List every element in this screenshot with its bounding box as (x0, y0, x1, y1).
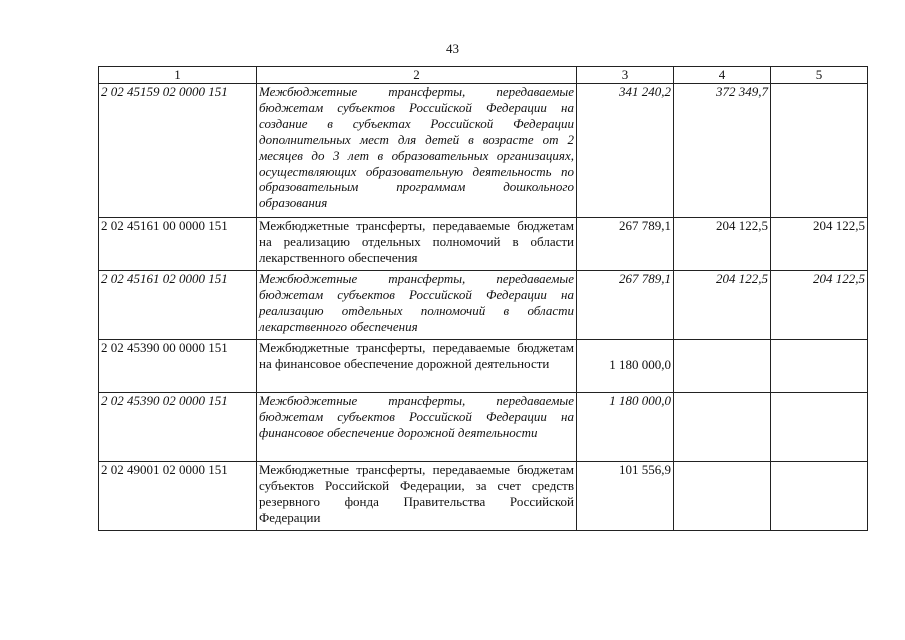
table-row (99, 462, 868, 531)
row-code: 2 02 45390 00 0000 151 (99, 340, 257, 393)
row-value-col4 (674, 462, 771, 531)
row-code: 2 02 49001 02 0000 151 (99, 462, 257, 531)
budget-table (98, 66, 868, 531)
row-value-col4: 372 349,7 (674, 84, 771, 218)
row-name: Межбюджетные трансферты, передаваемые бюджетам на финансовое обеспечение дорожной деятельности (257, 340, 577, 393)
row-name: Межбюджетные трансферты, передаваемые бюджетам на реализацию отдельных полномочий в области лекарственного обеспечения (257, 218, 577, 271)
row-code: 2 02 45390 02 0000 151 (99, 393, 257, 462)
table-row (99, 340, 868, 393)
row-value-col5 (771, 393, 868, 462)
column-header-3: 3 (577, 67, 674, 84)
row-value-col3: 267 789,1 (577, 218, 674, 271)
row-name: Межбюджетные трансферты, передаваемые бюджетам субъектов Российской Федерации на реализацию отдельных полномочий в области лекарственного обеспечения (257, 271, 577, 340)
row-code: 2 02 45159 02 0000 151 (99, 84, 257, 218)
column-header-4: 4 (674, 67, 771, 84)
row-name: Межбюджетные трансферты, передаваемые бюджетам субъектов Российской Федерации, за счет средств резервного фонда Правительства Российской Федерации (257, 462, 577, 531)
row-value-col3: 267 789,1 (577, 271, 674, 340)
row-value-col3: 1 180 000,0 (577, 393, 674, 462)
row-value-col5 (771, 340, 868, 393)
row-value-col3: 341 240,2 (577, 84, 674, 218)
row-name: Межбюджетные трансферты, передаваемые бюджетам субъектов Российской Федерации на финансовое обеспечение дорожной деятельности (257, 393, 577, 462)
table-row (99, 393, 868, 462)
row-value-col5 (771, 462, 868, 531)
row-value-col5: 204 122,5 (771, 271, 868, 340)
row-value-col4 (674, 340, 771, 393)
page-number: 43 (446, 41, 459, 56)
header-row (99, 67, 868, 84)
row-code: 2 02 45161 02 0000 151 (99, 271, 257, 340)
row-value-col3: 1 180 000,0 (577, 340, 674, 393)
row-value-col5 (771, 84, 868, 218)
column-header-1: 1 (99, 67, 257, 84)
row-value-col4: 204 122,5 (674, 218, 771, 271)
table-row (99, 84, 868, 218)
row-code: 2 02 45161 00 0000 151 (99, 218, 257, 271)
row-value-col5: 204 122,5 (771, 218, 868, 271)
row-name: Межбюджетные трансферты, передаваемые бюджетам субъектов Российской Федерации на создание в субъектах Российской Федерации дополнительных мест для детей в возрасте от 2 месяцев до 3 лет в образовательных организациях, осуществляющих образовательную деятельность по образовательным программам дошкольного образования (257, 84, 577, 218)
column-header-2: 2 (257, 67, 577, 84)
row-value-col3: 101 556,9 (577, 462, 674, 531)
table-row (99, 271, 868, 340)
row-value-col4 (674, 393, 771, 462)
row-value-col4: 204 122,5 (674, 271, 771, 340)
table-row (99, 218, 868, 271)
column-header-5: 5 (771, 67, 868, 84)
